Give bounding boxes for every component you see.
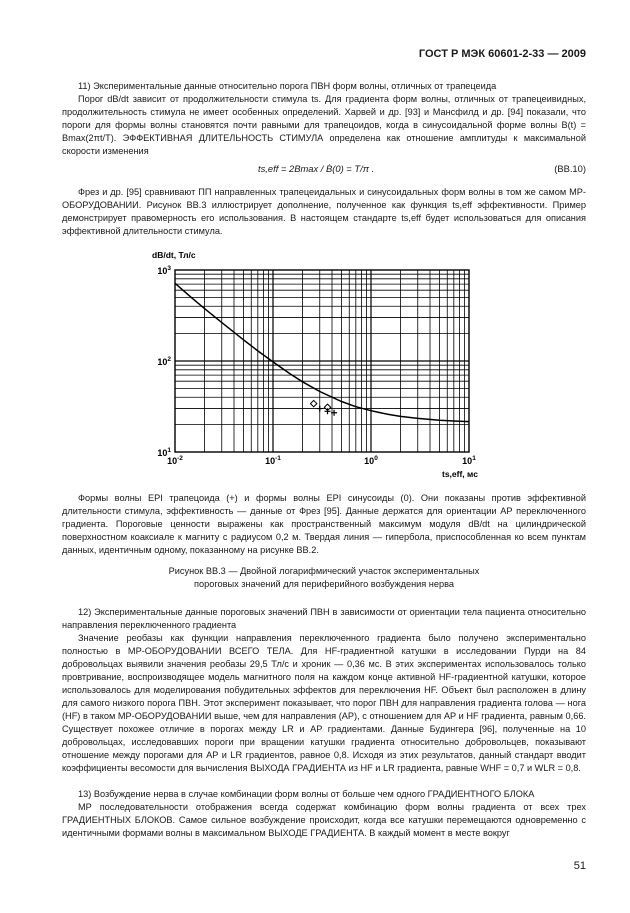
tick-base: 10	[462, 456, 473, 466]
tick-exponent: 2	[167, 356, 171, 363]
tick-exponent: 0	[374, 455, 378, 462]
section-11-body: Порог dB/dt зависит от продолжительности стимула ts. Для градиента форм волны, отличных от трапецеивидных, продолжительность стимула не имеет особенных определений. Харвей и др. [93] и Мансфилд и др. [94] показали, что пороги для формы волны становятся почти равными для трапецоидов, когда в синусоидальной форме волны B(t) = Bmax(2πt/T). ЭФФЕКТИВНАЯ ДЛИТЕЛЬНОСТЬ СТИМУЛА определена как отношение амплитуды к максимальной скорости изменения	[62, 94, 586, 156]
x-tick-label	[462, 455, 476, 466]
y-tick-label	[157, 356, 171, 367]
trapezoid-marker	[325, 408, 331, 414]
equation-formula: ts,eff = 2Bmax / Ḃ(0) = T/π .	[258, 163, 375, 174]
figure-description: Формы волны EPI трапецоида (+) и формы волны EPI синусоиды (0). Они показаны против эффективной длительности стимула, эффективность — данные от Фрез [95]. Данные держатся для ориентации AP переключенного градиента. Пороговые ценности выражены как пространственный максимум модуля dB/dt на цилиндрической поверхностном коаксиале к магниту с радиусом 0,2 м. Твердая линия — гипербола, приспособленная ко всем пунктам данных, идентичным одному, показанному на рисунке ВВ.2.	[62, 493, 586, 555]
data-markers	[310, 400, 337, 415]
hyperbola-fit-line	[175, 283, 469, 421]
paragraph-frez: Фрез и др. [95] сравнивают ПП направленных трапецеидальных и синусоидальных форм волны в том же самом МР-ОБОРУДОВАНИИ. Рисунок ВВ.3 иллюстрирует дополнение, полученное как функция ts,eff эффективности. Пример демонстрирует правомерность его использования. В настоящем стандарте ts,eff будет использоваться для описания эффективной длительности стимула.	[62, 187, 586, 236]
y-tick-label	[157, 265, 171, 276]
tick-exponent: -1	[275, 455, 281, 462]
section-13-title: 13) Возбуждение нерва в случае комбинации форм волны от больше чем одного ГРАДИЕНТНОГО БЛОКА	[78, 789, 535, 799]
x-tick-label	[167, 455, 183, 466]
figure-bb3-chart	[120, 246, 500, 486]
tick-base: 10	[157, 266, 168, 276]
section-11-title: 11) Экспериментальные данные относительно порога ПВН форм волны, отличных от трапецеида	[78, 81, 497, 91]
page-number: 51	[573, 860, 586, 872]
section-13-body: МР последовательности отображения всегда содержат комбинацию форм волны градиента от всех трех ГРАДИЕНТНЫХ БЛОКОВ. Самое сильное возбуждение происходит, когда все катушки перемещаются одновременно с идентичными формами волны в максимальном ВЫХОДЕ ГРАДИЕНТА. В каждый момент в месте вокруг	[62, 802, 586, 838]
x-axis-label: ts,eff, мс	[442, 469, 478, 479]
equation-number: (ВВ.10)	[554, 163, 586, 174]
chart-grid	[175, 270, 469, 452]
x-tick-label	[364, 455, 378, 466]
tick-exponent: -2	[177, 455, 183, 462]
section-12-title: 12) Экспериментальные данные пороговых значений ПВН в зависимости от ориентации тела пациента относительно направления переключенного градиента	[62, 607, 586, 630]
figure-caption	[62, 565, 586, 591]
tick-exponent: 1	[472, 455, 476, 462]
y-axis-label: dB/dt, Тл/с	[152, 250, 196, 260]
tick-base: 10	[364, 456, 375, 466]
x-tick-label	[265, 455, 281, 466]
tick-base: 10	[157, 448, 168, 458]
trapezoid-marker	[317, 406, 323, 412]
tick-exponent: 1	[167, 447, 171, 454]
caption-line-1: Рисунок ВВ.3 — Двойной логарифмический участок экспериментальных	[168, 566, 480, 576]
caption-line-2: пороговых значений для периферийного возбуждения нерва	[194, 579, 454, 589]
tick-base: 10	[265, 456, 276, 466]
tick-base: 10	[157, 357, 168, 367]
tick-base: 10	[167, 456, 178, 466]
sinusoid-marker	[310, 400, 316, 406]
document-header: ГОСТ Р МЭК 60601-2-33 — 2009	[418, 48, 586, 60]
section-12-body: Значение реобазы как функции направления переключенного градиента было получено экспериментально полностью в МР-ОБОРУДОВАНИИ ВСЕГО ТЕЛА. Для HF-градиентной катушки в исследовании Пурди на 84 добровольцах выявили значения реобазы 29,5 Тл/с и хроник — 0,36 мс. В этих экспериментах использовалось только провтривание, воспроизводящее модель магнитного поля на каждом конце активной HF-градиентной катушки, которое использовалось для моделирования побудительных эффектов для переключения HF. Объект был расположен в длину для самого низкого порога ПВН. Этот эксперимент показывает, что порог ПВН для направления градиента голова — нога (HF) в таком МР-ОБОРУДОВАНИИ выше, чем для направления (AP), с отношением для AP и HF градиента, равным 0,66. Существует похожее отличие в порогах между LR и AP градиентами. Данные Будингера [96], полученные на 10 добровольцах, исследовавших пороги при вращении катушки градиента относительно добровольцев, показывают отношение между порогами для AP и LR градиентов, равное 0,8. Исходя из этих результатов, данный стандарт вводит коэффициенты весомости для вычисления ВЫХОДА ГРАДИЕНТА из HF и LR градиента, равные WHF = 0,7 и WLR = 0,8.	[62, 633, 586, 773]
tick-exponent: 3	[167, 265, 171, 272]
